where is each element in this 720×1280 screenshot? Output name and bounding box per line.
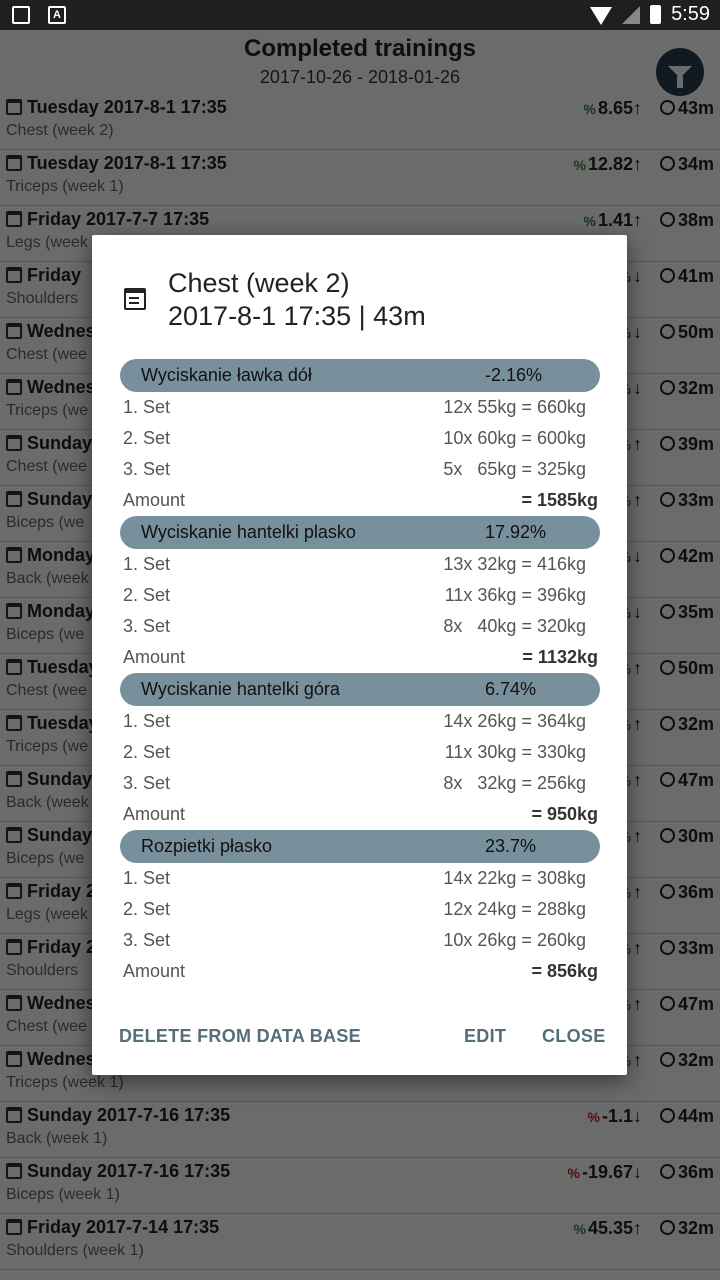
set-value: 8x 40kg = 320kg [443,616,586,636]
amount-label: Amount [123,961,186,981]
edit-button[interactable]: EDIT [464,1026,507,1046]
set-row [120,925,600,956]
signal-icon [622,6,640,24]
amount-value: = 950kg [531,804,598,824]
set-label: 3. Set [123,459,171,479]
set-value: 10x 60kg = 600kg [443,428,586,448]
set-value: 5x 65kg = 325kg [443,459,586,479]
calendar-note-icon [124,288,146,310]
a-letter-icon: A [48,6,66,24]
set-label: 2. Set [123,428,171,448]
set-value: 13x 32kg = 416kg [443,554,586,574]
exercise-change: 6.74% [485,679,537,699]
set-label: 1. Set [123,711,171,731]
set-row [120,737,600,768]
exercise-change: -2.16% [485,365,543,385]
set-label: 1. Set [123,868,171,888]
status-bar [0,0,720,30]
set-value: 12x 24kg = 288kg [443,899,586,919]
set-value: 12x 55kg = 660kg [443,397,586,417]
set-row [120,768,600,799]
set-row [120,392,600,423]
exercise-header [120,830,600,863]
exercise-list [120,359,600,987]
set-label: 3. Set [123,773,171,793]
set-row [120,894,600,925]
set-row [120,706,600,737]
set-row [120,611,600,642]
set-row [120,580,600,611]
set-label: 3. Set [123,616,171,636]
amount-row [120,799,600,830]
exercise-change: 23.7% [485,836,537,856]
set-label: 1. Set [123,397,171,417]
set-value: 14x 22kg = 308kg [443,868,586,888]
delete-button[interactable]: DELETE FROM DATA BASE [119,1026,361,1046]
amount-value: = 856kg [531,961,598,981]
close-button[interactable]: CLOSE [542,1026,606,1046]
amount-value: = 1585kg [521,490,598,510]
set-row [120,454,600,485]
set-label: 3. Set [123,930,171,950]
dialog-title [168,267,426,333]
amount-label: Amount [123,804,186,824]
set-value: 10x 26kg = 260kg [443,930,586,950]
set-label: 2. Set [123,585,171,605]
set-value: 8x 32kg = 256kg [443,773,586,793]
set-value: 11x 36kg = 396kg [444,585,586,605]
set-row [120,549,600,580]
exercise-name: Wyciskanie hantelki góra [141,679,340,699]
amount-row [120,642,600,673]
amount-row [120,485,600,516]
status-time: 5:59 [671,3,710,25]
dialog-title-datetime: 2017-8-1 17:35 | 43m [168,301,426,331]
amount-label: Amount [123,490,186,510]
set-value: 11x 30kg = 330kg [444,742,586,762]
set-row [120,863,600,894]
battery-icon [650,5,661,24]
exercise-name: Rozpietki płasko [141,836,273,856]
amount-label: Amount [123,647,186,667]
set-row [120,423,600,454]
set-label: 2. Set [123,899,171,919]
set-label: 1. Set [123,554,171,574]
exercise-name: Wyciskanie hantelki plasko [141,522,356,542]
set-label: 2. Set [123,742,171,762]
amount-value: = 1132kg [522,647,598,667]
wifi-icon [590,7,612,25]
exercise-header [120,673,600,706]
dialog-title-workout: Chest (week 2) [168,268,350,298]
exercise-change: 17.92% [485,522,547,542]
exercise-name: Wyciskanie ławka dół [141,365,312,385]
training-details-dialog [92,235,627,1075]
set-value: 14x 26kg = 364kg [443,711,586,731]
amount-row [120,956,600,987]
exercise-header [120,359,600,392]
exercise-header [120,516,600,549]
image-icon [12,6,30,24]
